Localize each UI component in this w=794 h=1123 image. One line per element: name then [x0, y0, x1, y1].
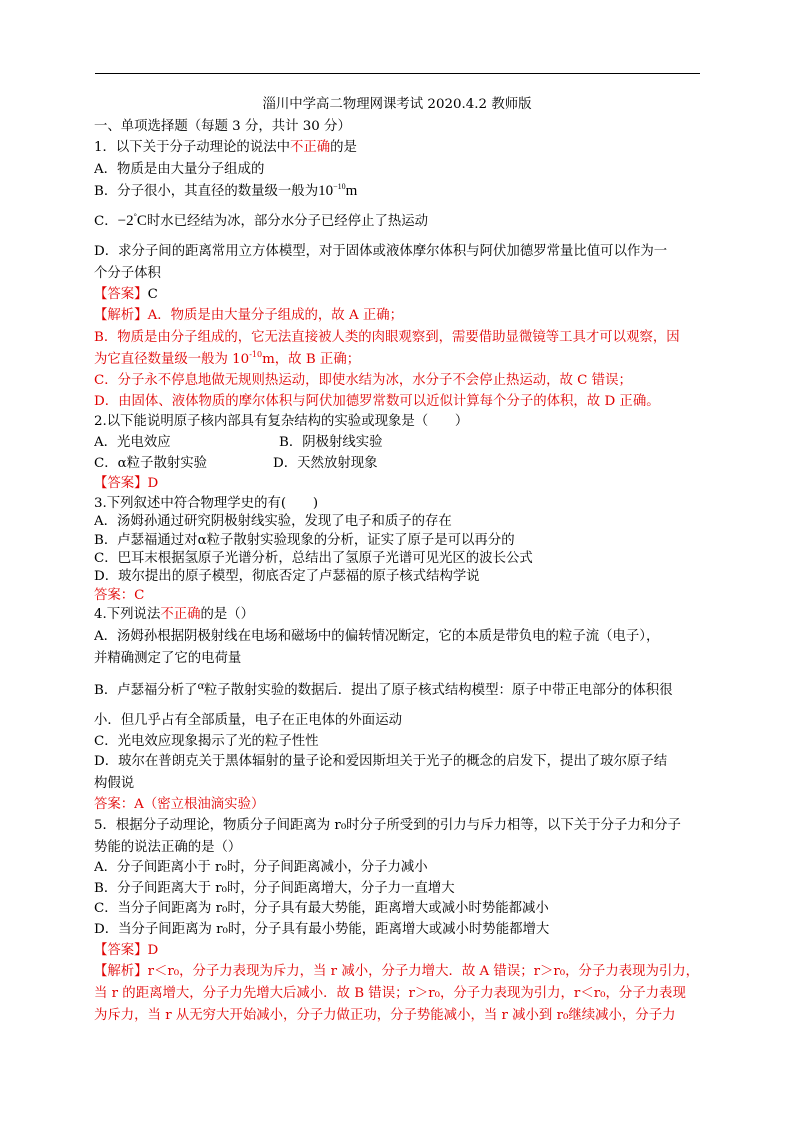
q2-option-d: D．天然放射现象: [273, 456, 378, 471]
q1-explanation-3-exponent: -10: [249, 350, 263, 359]
q5-stem-line1: 5．根据分子动理论，物质分子间距离为 r₀时分子所受到的引力与斥力相等，以下关于分子力和分子: [94, 818, 681, 833]
q5-stem-line2: 势能的说法正确的是（）: [94, 840, 242, 855]
q1-option-b-text: B．分子很小，其直径的数量级一般为: [94, 184, 319, 199]
q5-option-d: D．当分子间距离为 r₀时，分子具有最小势能，距离增大或减小时势能都增大: [94, 922, 550, 937]
q4-option-a-line2: 并精确测定了它的电荷量: [94, 651, 242, 666]
header-rule: [95, 73, 700, 74]
q1-option-b-exponent: −10: [333, 182, 346, 191]
q1-option-d-line1: D．求分子间的距离常用立方体模型，对于固体或液体摩尔体积与阿伏加德罗常量比值可以作为一: [94, 244, 668, 259]
q1-explanation-5: D．由固体、液体物质的摩尔体积与阿伏加德罗常数可以近似计算每个分子的体积，故 D 正确。: [94, 394, 660, 409]
q1-answer-letter: C: [147, 287, 158, 302]
q3-option-b: B．卢瑟福通过对α粒子散射实验现象的分析，证实了原子是可以再分的: [94, 533, 515, 548]
q4-option-b-text-2: 粒子散射实验的数据后．提出了原子核式结构模型：原子中带正电部分的体积很: [203, 683, 673, 698]
q4-option-d-line2: 构假说: [94, 776, 135, 791]
q1-option-c: [94, 212, 706, 231]
q1-answer-label: 【答案】: [94, 287, 148, 302]
q1-stem-text: 1．以下关于分子动理论的说法中: [94, 140, 290, 155]
q3-answer: 答案：C: [94, 588, 145, 603]
q1-option-b-unit: m: [345, 183, 358, 199]
q1-option-c-number: −2: [117, 213, 134, 229]
q4-option-b-text: B．卢瑟福分析了: [94, 683, 198, 698]
q1-answer: [94, 285, 706, 308]
q1-stem: [94, 138, 706, 157]
q3-option-d: D．玻尔提出的原子模型，彻底否定了卢瑟福的原子核式结构学说: [94, 569, 480, 584]
q1-explanation-label: 【解析】: [94, 308, 148, 323]
q4-option-a-line1: A．汤姆孙根据阴极射线在电场和磁场中的偏转情况断定，它的本质是带负电的粒子流（电子），: [94, 629, 660, 644]
q1-stem-emphasis: 不正确: [290, 140, 331, 155]
q4-answer: 答案：A（密立根油滴实验）: [94, 797, 265, 812]
q2-options-ab: [94, 433, 706, 452]
q1-stem-end: 的是: [330, 140, 357, 155]
page-title: 淄川中学高二物理网课考试 2020.4.2 教师版: [262, 97, 532, 112]
q1-explanation-1-text: A．物质是由大量分子组成的，故 A 正确；: [147, 308, 404, 323]
q5-explanation-1: [94, 962, 706, 981]
q2-stem: 2.以下能说明原子核内部具有复杂结构的实验或现象是（ ）: [94, 414, 469, 429]
q2-option-c: C．α粒子散射实验: [94, 456, 208, 471]
q5-explanation-1-text: r＜r₀，分子力表现为斥力，当 r 减小，分子力增大．故 A 错误；r＞r₀，分子力表现为引力，: [147, 964, 700, 979]
q4-option-b-alpha: α: [197, 681, 204, 692]
q5-option-a: A．分子间距离小于 r₀时，分子间距离减小，分子力减小: [94, 860, 428, 875]
q1-explanation-3: [94, 350, 706, 369]
q4-stem-text: 4.下列说法: [94, 607, 161, 622]
q2-answer: 【答案】D: [94, 476, 159, 491]
q3-option-c: C．巴耳末根据氢原子光谱分析，总结出了氢原子光谱可见光区的波长公式: [94, 551, 533, 566]
q4-option-c: C．光电效应现象揭示了光的粒子性性: [94, 734, 319, 749]
q1-option-c-label: C．: [94, 214, 118, 229]
q3-option-a: A．汤姆孙通过研究阴极射线实验，发现了电子和质子的存在: [94, 514, 452, 529]
q1-answer-text: [94, 287, 158, 302]
q1-option-c-temperature: [118, 213, 147, 229]
q5-option-b: B．分子间距离大于 r₀时，分子间距离增大，分子力一直增大: [94, 881, 455, 896]
q1-option-b-formula: [318, 183, 357, 199]
q5-explanation-3: 为斥力，当 r 从无穷大开始减小，分子力做正功，分子势能减小，当 r 减小到 r₀继续减小，分子力: [94, 1008, 676, 1023]
q4-option-b-line1: [94, 681, 706, 700]
q4-option-d-line1: D．玻尔在普朗克关于黑体辐射的量子论和爱因斯坦关于光子的概念的启发下，提出了玻尔原子结: [94, 754, 668, 769]
q1-option-c-unit: C: [136, 213, 147, 229]
q1-option-d-line2: 个分子体积: [94, 266, 161, 281]
q3-stem: 3.下列叙述中符合物理学史的有( ): [94, 496, 319, 511]
q1-option-c-degree: °: [133, 212, 137, 221]
q4-stem-end: 的是（）: [200, 607, 255, 622]
q1-explanation-2: B．物质是由分子组成的，它无法直接被人类的肉眼观察到，需要借助显微镜等工具才可以观察，因: [94, 330, 680, 345]
q1-option-c-text: 时水已经结为冰，部分水分子已经停止了热运动: [146, 214, 429, 229]
q2-option-b: B．阴极射线实验: [279, 435, 383, 450]
q5-explanation-label: 【解析】: [94, 964, 148, 979]
q1-explanation-1: [94, 306, 706, 325]
q1-option-b: [94, 182, 706, 201]
q4-option-b-line2: 小．但几乎占有全部质量，电子在正电体的外面运动: [94, 713, 402, 728]
q5-answer: 【答案】D: [94, 943, 159, 958]
q1-option-b-base: 10: [318, 183, 334, 199]
q1-explanation-3-text: 为它直径数量级一般为 10: [94, 352, 250, 367]
q1-option-a: A．物质是由大量分子组成的: [94, 162, 265, 177]
q1-explanation-4: C．分子永不停息地做无规则热运动，即使水结为冰，水分子不会停止热运动，故 C 错误；: [94, 373, 632, 388]
q4-stem: [94, 605, 706, 624]
q1-explanation-3-end: m，故 B 正确；: [262, 352, 361, 367]
q5-explanation-2: 当 r 的距离增大，分子力先增大后减小．故 B 错误；r＞r₀，分子力表现为引力，r＜r₀，分子力表现: [94, 986, 686, 1001]
q5-option-c: C．当分子间距离为 r₀时，分子具有最大势能，距离增大或减小时势能都减小: [94, 901, 549, 916]
section-heading: 一、单项选择题（每题 3 分，共计 30 分）: [94, 119, 351, 134]
q2-option-a: A．光电效应: [94, 435, 171, 450]
q2-options-cd: [94, 454, 706, 473]
q4-stem-emphasis: 不正确: [160, 607, 201, 622]
